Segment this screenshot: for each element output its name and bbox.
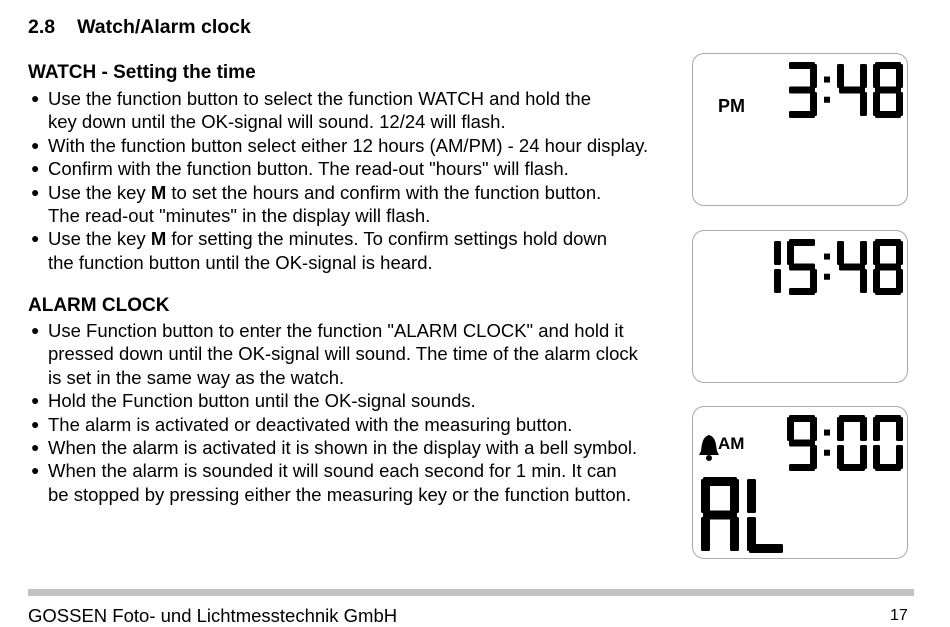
lcd-svg-watch-12h: [693, 54, 909, 207]
bullet-item: [28, 181, 648, 228]
bullet-line: [48, 157, 648, 180]
lcd-colon: [824, 77, 830, 103]
bell-icon: [699, 435, 719, 461]
lcd-indicator: PM: [718, 96, 745, 116]
text-run: Use the function button to select the function WATCH and hold the: [48, 88, 591, 109]
lcd-indicator: AM: [718, 434, 745, 453]
bullet-dot-icon: ●: [31, 230, 40, 247]
bullet-line: [48, 87, 648, 110]
text-run: is set in the same way as the watch.: [48, 366, 345, 388]
lcd-digit: [787, 415, 817, 471]
bullet-line: [48, 134, 648, 157]
bullet-item: [28, 227, 648, 274]
bullet-item: [28, 319, 638, 389]
text-run: Confirm with the function button. The read-out "hours" will flash.: [48, 158, 569, 180]
bullet-line: [48, 181, 648, 204]
lcd-digit: [837, 241, 867, 293]
bullet-dot-icon: ●: [31, 415, 40, 432]
bullet-line: [48, 251, 648, 274]
bullet-dot-icon: ●: [31, 462, 40, 479]
section-title: [28, 16, 251, 39]
lcd-colon: [824, 254, 830, 280]
bullet-line: [48, 204, 648, 227]
bullet-item: [28, 87, 648, 134]
text-run: The alarm is activated or deactivated with the measuring button.: [48, 413, 573, 435]
bullet-line: [48, 413, 638, 436]
bullet-dot-icon: ●: [31, 392, 40, 409]
lcd-digit: [774, 241, 781, 293]
lcd-digit: [701, 477, 739, 551]
bullet-line: [48, 459, 638, 482]
bullet-item: [28, 413, 638, 436]
bullet-line: [48, 110, 648, 133]
bullet-item: [28, 134, 648, 157]
lcd-display-alarm: [692, 406, 908, 559]
text-run: for setting the minutes. To confirm settings hold down: [166, 228, 608, 250]
bullet-dot-icon: ●: [31, 136, 40, 153]
text-run: to set the hours and confirm with the function button.: [166, 181, 602, 203]
text-run: key down until the OK-signal will sound. 12/24 will flash.: [48, 111, 506, 133]
text-run: When the alarm is activated it is shown in the display with a bell symbol.: [48, 437, 638, 459]
lcd-digit: [837, 64, 867, 116]
lcd-colon: [824, 430, 830, 456]
bullet-item: [28, 157, 648, 180]
lcd-digit: [747, 479, 783, 553]
page-number: 17: [890, 607, 908, 624]
text-run: the function button until the OK-signal is heard.: [48, 251, 433, 273]
bullet-line: [48, 319, 638, 342]
lcd-digit: [789, 62, 817, 118]
bullet-dot-icon: ●: [31, 90, 40, 106]
text-run: When the alarm is sounded it will sound each second for 1 min. It can: [48, 460, 617, 482]
bullet-line: [48, 389, 638, 412]
bullet-dot-icon: ●: [31, 183, 40, 200]
text-run: be stopped by pressing either the measuring key or the function button.: [48, 483, 632, 505]
alarm-heading: ALARM CLOCK: [28, 295, 170, 316]
bullet-line: [48, 342, 638, 365]
alarm-bullet-list: [28, 319, 638, 506]
footer-company: GOSSEN Foto- und Lichtmesstechnik GmbH: [28, 605, 398, 626]
text-run: The read-out "minutes" in the display will flash.: [48, 205, 431, 227]
section-number: 2.8: [28, 16, 56, 38]
text-run: Use the key: [48, 181, 151, 203]
bullet-dot-icon: ●: [31, 322, 40, 338]
lcd-digit: [873, 239, 903, 295]
watch-bullet-list: [28, 87, 648, 274]
text-run: pressed down until the OK-signal will sound. The time of the alarm clock: [48, 343, 638, 365]
lcd-digit: [787, 239, 817, 295]
footer-rule: [28, 589, 914, 596]
bullet-item: [28, 389, 638, 412]
bullet-line: [48, 483, 638, 506]
lcd-svg-alarm: [693, 407, 909, 560]
bullet-item: [28, 459, 638, 506]
section-title-text: Watch/Alarm clock: [77, 16, 251, 38]
bullet-line: [48, 227, 648, 250]
lcd-display-watch-12h: [692, 53, 908, 206]
key-label: M: [150, 228, 167, 250]
bullet-dot-icon: ●: [31, 439, 40, 456]
lcd-display-watch-24h: [692, 230, 908, 383]
bullet-line: [48, 366, 638, 389]
lcd-digit: [837, 415, 867, 471]
lcd-digit: [873, 62, 903, 118]
text-run: Use the key: [48, 228, 151, 250]
text-run: With the function button select either 12 hours (AM/PM) - 24 hour display.: [48, 134, 649, 156]
key-label: M: [150, 181, 167, 203]
bullet-item: [28, 436, 638, 459]
bullet-line: [48, 436, 638, 459]
watch-heading: WATCH - Setting the time: [28, 62, 256, 83]
text-run: Hold the Function button until the OK-signal sounds.: [48, 390, 476, 412]
lcd-svg-watch-24h: [693, 231, 909, 384]
lcd-digit: [873, 415, 903, 471]
bullet-dot-icon: ●: [31, 160, 40, 177]
text-run: Use Function button to enter the function "ALARM CLOCK" and hold it: [48, 320, 624, 341]
